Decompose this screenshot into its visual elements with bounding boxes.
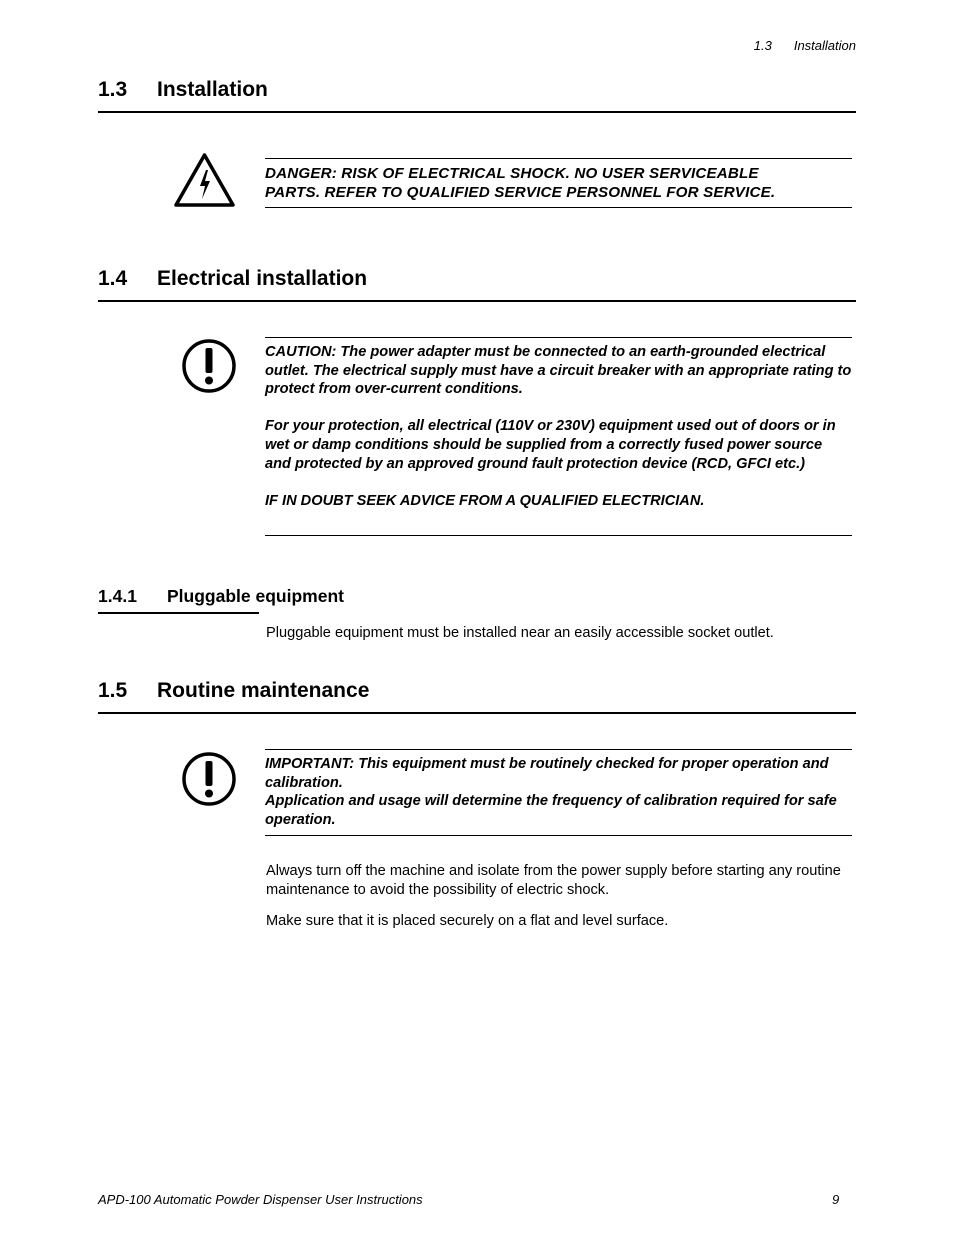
running-head xyxy=(0,38,856,53)
section-number: 1.3 xyxy=(98,78,128,101)
caution-notice-paragraph: IF IN DOUBT SEEK ADVICE FROM A QUALIFIED ELECTRICIAN. xyxy=(265,492,705,509)
section-title: Electrical installation xyxy=(157,267,368,290)
subsection-heading-pluggable-equipment xyxy=(98,586,344,614)
exclamation-circle-icon xyxy=(181,751,237,807)
section-heading-installation xyxy=(98,78,856,113)
section-title: Installation xyxy=(157,78,268,101)
section-title: Routine maintenance xyxy=(157,679,370,702)
section-number: 1.4 xyxy=(98,267,128,290)
running-head-title: Installation xyxy=(793,38,856,53)
caution-notice-paragraph: CAUTION: The power adapter must be connected to an earth-grounded electrical outlet. The electrical supply must have a circuit breaker with an appropriate rating to protect from over-current conditions. xyxy=(265,344,852,398)
danger-notice-line-2: PARTS. REFER TO QUALIFIED SERVICE PERSONNEL FOR SERVICE. xyxy=(265,184,776,201)
subsection-number: 1.4.1 xyxy=(98,586,137,606)
important-notice xyxy=(265,749,852,836)
danger-notice-line-1: DANGER: RISK OF ELECTRICAL SHOCK. NO USER SERVICEABLE xyxy=(265,165,759,182)
important-notice-paragraph: IMPORTANT: This equipment must be routinely checked for proper operation and calibration. xyxy=(265,756,829,791)
subsection-title: Pluggable equipment xyxy=(167,586,344,606)
section-heading-routine-maintenance xyxy=(98,679,856,714)
footer-page-number: 9 xyxy=(832,1192,840,1207)
exclamation-circle-icon xyxy=(181,338,237,394)
section-number: 1.5 xyxy=(98,679,128,702)
caution-notice-paragraph: For your protection, all electrical (110V or 230V) equipment used out of doors or in wet or damp conditions should be supplied from a correctly fused power source and protected by an approved ground fault protection device (RCD, GFCI etc.) xyxy=(265,418,836,472)
maintenance-text-paragraph: Make sure that it is placed securely on a flat and level surface. xyxy=(266,913,669,929)
danger-notice xyxy=(265,158,852,208)
caution-notice xyxy=(265,337,852,536)
maintenance-text-paragraph: Always turn off the machine and isolate from the power supply before starting any routine maintenance to avoid the possibility of electric shock. xyxy=(266,863,841,898)
running-head-number: 1.3 xyxy=(753,38,772,53)
section-heading-electrical-installation xyxy=(98,267,856,302)
electrical-hazard-triangle-icon xyxy=(173,152,236,208)
footer-document-title: APD-100 Automatic Powder Dispenser User Instructions xyxy=(98,1192,423,1207)
pluggable-equipment-text: Pluggable equipment must be installed near an easily accessible socket outlet. xyxy=(266,625,774,641)
important-notice-paragraph: Application and usage will determine the frequency of calibration required for safe operation. xyxy=(265,793,837,828)
